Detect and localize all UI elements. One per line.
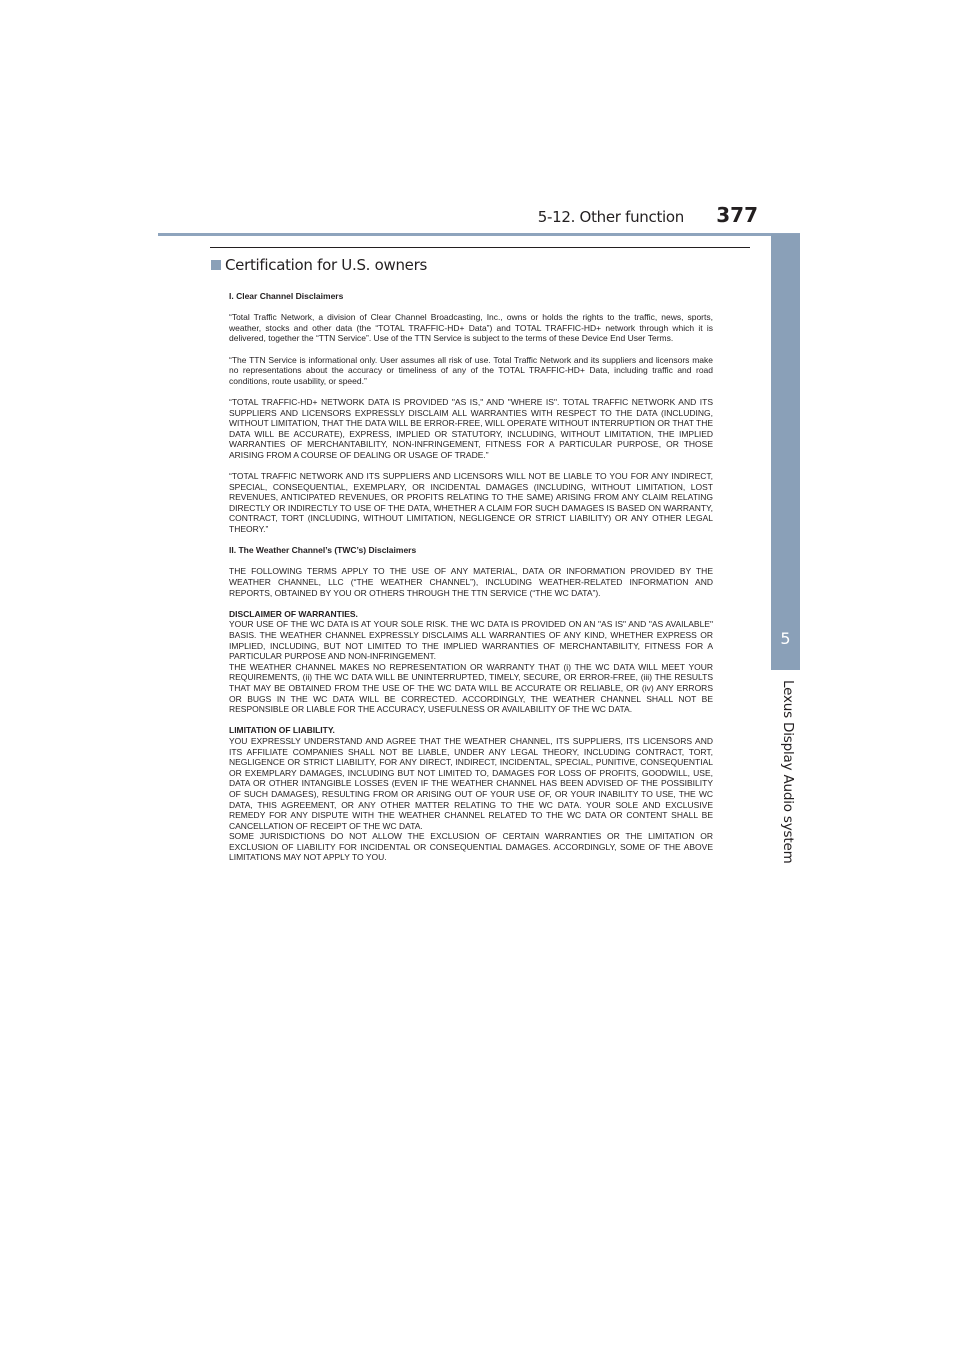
paragraph: THE WEATHER CHANNEL MAKES NO REPRESENTATION OR WARRANTY THAT (i) THE WC DATA WILL MEET YOUR REQUIREMENTS, (ii) THE WC DATA WILL BE UNINTERRUPTED, TIMELY, SECURE, OR ERROR-FREE, (iii) THE RESULTS THAT MAY BE OBTAINED FROM THE USE OF THE WC DATA WILL BE ACCURATE OR RELIABLE, OR (iv) ANY ERRORS OR BUGS IN THE WC DATA WILL BE CORRECTED. ACCORDINGLY, THE WEATHER CHANNEL SHALL NOT BE RESPONSIBLE OR LIABLE FOR THE ACCURACY, USEFULNESS OR AVAILABILITY OF THE WC DATA. xyxy=(229,661,713,715)
page-header xyxy=(158,204,800,234)
paragraph: “TOTAL TRAFFIC-HD+ NETWORK DATA IS PROVIDED "AS IS," AND "WHERE IS". TOTAL TRAFFIC NETWORK AND ITS SUPPLIERS AND LICENSORS EXPRESSLY DISCLAIM ALL WARRANTIES WITH RESPECT TO THE DATA (INCLUDING, WITHOUT LIMITATION, THAT THE DATA WILL BE ERROR-FREE, WILL OPERATE WITHOUT INTERRUPTION OR THAT THE DATA WILL BE ACCURATE), EXPRESS, IMPLIED OR STATUTORY, INCLUDING, WITHOUT LIMITATION, THE IMPLIED WARRANTIES OF MERCHANTABILITY, NON-INFRINGEMENT, FITNESS FOR A PARTICULAR PURPOSE, OR THOSE ARISING FROM A COURSE OF DEALING OR USAGE OF TRADE.” xyxy=(229,396,713,460)
chapter-number: 5 xyxy=(780,629,791,648)
header-rule xyxy=(158,233,800,236)
paragraph: “TOTAL TRAFFIC NETWORK AND ITS SUPPLIERS AND LICENSORS WILL NOT BE LIABLE TO YOU FOR ANY INDIRECT, SPECIAL, CONSEQUENTIAL, EXEMPLARY, OR INCIDENTAL DAMAGES (INCLUDING, WITHOUT LIMITATION, LOST REVENUES, ANTICIPATED REVENUES, OR PROFITS RELATING TO THE SAME) ARISING FROM ANY CLAIM RELATING DIRECTLY OR INDIRECTLY TO USE OF THE DATA, WHETHER A CLAIM FOR SUCH DAMAGES IS BASED ON WARRANTY, CONTRACT, TORT (INCLUDING, WITHOUT LIMITATION, NEGLIGENCE OR STRICT LIABILITY) OR ANY OTHER LEGAL THEORY.” xyxy=(229,471,713,535)
section-heading-text: Certification for U.S. owners xyxy=(225,256,427,274)
heading-limitation-of-liability: LIMITATION OF LIABILITY. xyxy=(229,725,335,736)
square-bullet-icon xyxy=(211,260,221,270)
heading-weather-channel: II. The Weather Channel’s (TWC’s) Disclaimers xyxy=(229,545,417,556)
heading-disclaimer-of-warranties: DISCLAIMER OF WARRANTIES. xyxy=(229,608,358,619)
paragraph: SOME JURISDICTIONS DO NOT ALLOW THE EXCLUSION OF CERTAIN WARRANTIES OR THE LIMITATION OR EXCLUSION OF LIABILITY FOR INCIDENTAL OR CONSEQUENTIAL DAMAGES. ACCORDINGLY, SOME OF THE ABOVE LIMITATIONS MAY NOT APPLY TO YOU. xyxy=(229,831,713,863)
paragraph: YOU EXPRESSLY UNDERSTAND AND AGREE THAT THE WEATHER CHANNEL, ITS SUPPLIERS, ITS LICENSORS AND ITS AFFILIATE COMPANIES SHALL NOT BE LIABLE, UNDER ANY LEGAL THEORY, INCLUDING CONTRACT, TORT, NEGLIGENCE OR STRICT LIABILITY, FOR ANY DIRECT, INDIRECT, INCIDENTAL, SPECIAL, PUNITIVE, CONSEQUENTIAL OR EXEMPLARY DAMAGES, INCLUDING BUT NOT LIMITED TO, DAMAGES FOR LOSS OF PROFITS, GOODWILL, USE, DATA OR OTHER INTANGIBLE LOSSES (EVEN IF THE WEATHER CHANNEL HAS BEEN ADVISED OF THE POSSIBILITY OF SUCH DAMAGES), RESULTING FROM OR ARISING OUT OF YOUR USE OF, OR YOUR INABILITY TO USE, THE WC DATA, THIS AGREEMENT, OR ANY OTHER MATTER RELATING TO THE WC DATA. YOUR SOLE AND EXCLUSIVE REMEDY FOR ANY DISPUTE WITH THE WEATHER CHANNEL RELATED TO THE WC DATA OR CONTENT SHALL BE CANCELLATION OF RECEIPT OF THE WC DATA. xyxy=(229,735,713,831)
section-heading xyxy=(211,256,427,274)
paragraph: YOUR USE OF THE WC DATA IS AT YOUR SOLE RISK. THE WC DATA IS PROVIDED ON AN "AS IS" AND "AS AVAILABLE" BASIS. THE WEATHER CHANNEL EXPRESSLY DISCLAIMS ALL WARRANTIES OF ANY KIND, WHETHER EXPRESS OR IMPLIED, INCLUDING, BUT NOT LIMITED TO THE IMPLIED WARRANTIES OF MERCHANTABILITY, FITNESS FOR A PARTICULAR PURPOSE AND NON-INFRINGEMENT. xyxy=(229,619,713,662)
chapter-label: Lexus Display Audio system xyxy=(780,680,796,864)
paragraph: “The TTN Service is informational only. User assumes all risk of use. Total Traffic Network and its suppliers and licensors make no representations about the accuracy or timeliness of any of the TOTAL TRAFFIC-HD+ Data, including traffic and road conditions, route usability, or speed.” xyxy=(229,354,713,386)
paragraph: THE FOLLOWING TERMS APPLY TO THE USE OF ANY MATERIAL, DATA OR INFORMATION PROVIDED BY THE WEATHER CHANNEL, LLC (“THE WEATHER CHANNEL”), INCLUDING WEATHER-RELATED INFORMATION AND REPORTS, OBTAINED BY YOU OR OTHERS THROUGH THE TTN SERVICE (“THE WC DATA”). xyxy=(229,566,713,598)
chapter-tab[interactable] xyxy=(771,234,800,670)
page-number: 377 xyxy=(716,203,758,227)
disclaimer-text xyxy=(229,291,713,874)
heading-clear-channel: I. Clear Channel Disclaimers xyxy=(229,291,344,301)
heading-divider xyxy=(210,247,750,248)
paragraph: “Total Traffic Network, a division of Clear Channel Broadcasting, Inc., owns or holds the rights to the traffic, news, sports, weather, stocks and other data (the “TOTAL TRAFFIC-HD+ Data”) and TOTAL TRAFFIC-HD+ network through which it is delivered, together the “TTN Service”. Use of the TTN Service is subject to the terms of these Device End User Terms. xyxy=(229,312,713,344)
section-title: 5-12. Other function xyxy=(537,208,684,226)
